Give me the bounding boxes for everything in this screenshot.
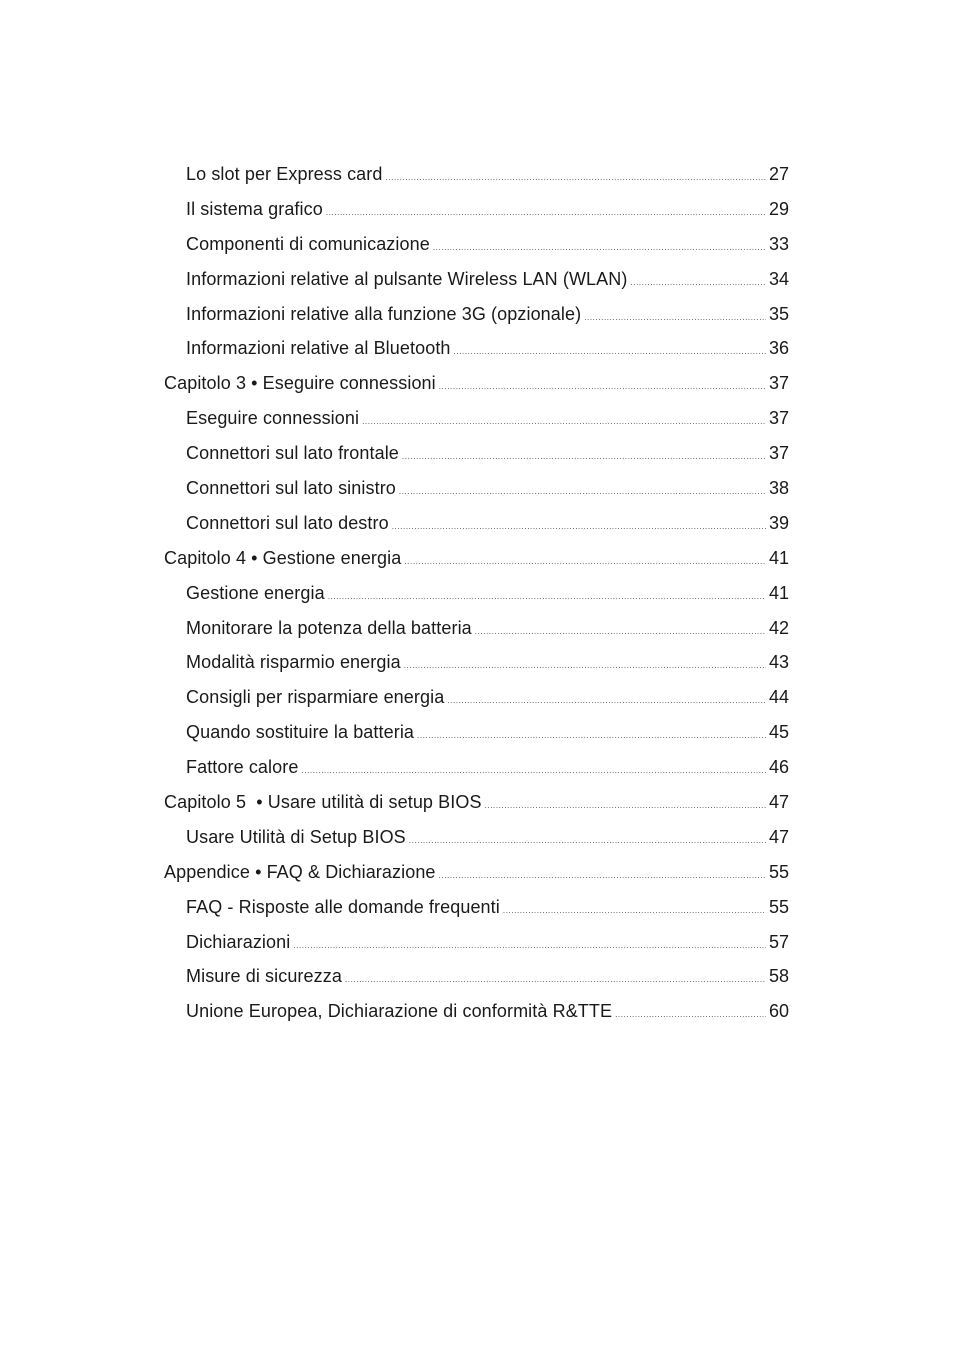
toc-entry-page: 45 — [768, 722, 789, 743]
toc-dot-leader — [362, 405, 766, 440]
toc-entry — [164, 820, 789, 855]
toc-dot-leader — [328, 580, 766, 615]
toc-dot-leader — [503, 894, 766, 929]
table-of-contents — [164, 157, 789, 1029]
toc-entry-page: 55 — [768, 896, 789, 917]
toc-entry — [164, 715, 789, 750]
toc-entry-page: 55 — [768, 861, 789, 882]
toc-entry-title: Connettori sul lato destro — [186, 512, 389, 533]
toc-dot-leader — [475, 615, 766, 650]
toc-entry-title: Connettori sul lato sinistro — [186, 478, 396, 499]
toc-entry-page: 60 — [768, 1001, 789, 1022]
toc-entry-page: 38 — [768, 478, 789, 499]
toc-entry — [164, 262, 789, 297]
toc-entry — [164, 227, 789, 262]
toc-dot-leader — [399, 475, 766, 510]
toc-entry — [164, 506, 789, 541]
toc-entry — [164, 471, 789, 506]
toc-dot-leader — [386, 161, 766, 196]
toc-entry-title: Eseguire connessioni — [186, 408, 360, 429]
toc-entry-title: Unione Europea, Dichiarazione di conformità R&TTE — [186, 1001, 613, 1022]
toc-entry-title: Gestione energia — [186, 582, 325, 603]
toc-dot-leader — [447, 684, 766, 719]
toc-entry-title: Connettori sul lato frontale — [186, 443, 399, 464]
toc-entry-page: 39 — [768, 512, 789, 533]
toc-entry-page: 41 — [768, 547, 789, 568]
toc-dot-leader — [584, 301, 766, 336]
toc-dot-leader — [454, 335, 766, 370]
toc-entry-title: Componenti di comunicazione — [186, 233, 430, 254]
toc-dot-leader — [404, 545, 766, 580]
toc-entry-title: Quando sostituire la batteria — [186, 722, 415, 743]
toc-dot-leader — [630, 266, 766, 301]
toc-entry-title: Usare Utilità di Setup BIOS — [186, 826, 406, 847]
toc-entry — [164, 436, 789, 471]
toc-dot-leader — [615, 998, 766, 1033]
toc-entry-page: 58 — [768, 966, 789, 987]
toc-chapter-entry — [164, 541, 789, 576]
toc-entry — [164, 331, 789, 366]
toc-entry — [164, 192, 789, 227]
toc-entry-title: Monitorare la potenza della batteria — [186, 617, 472, 638]
toc-entry-page: 42 — [768, 617, 789, 638]
toc-entry-title: Capitolo 3 • Eseguire connessioni — [164, 373, 436, 394]
toc-chapter-entry — [164, 855, 789, 890]
toc-entry-page: 44 — [768, 687, 789, 708]
toc-dot-leader — [402, 440, 766, 475]
toc-dot-leader — [439, 859, 766, 894]
toc-entry-page: 37 — [768, 408, 789, 429]
toc-chapter-entry — [164, 366, 789, 401]
toc-entry-page: 34 — [768, 268, 789, 289]
toc-entry — [164, 994, 789, 1029]
toc-entry — [164, 401, 789, 436]
toc-dot-leader — [485, 789, 766, 824]
toc-dot-leader — [433, 231, 766, 266]
toc-entry-page: 37 — [768, 373, 789, 394]
toc-entry — [164, 925, 789, 960]
toc-entry-title: Modalità risparmio energia — [186, 652, 401, 673]
toc-entry-page: 35 — [768, 303, 789, 324]
toc-entry-page: 46 — [768, 757, 789, 778]
toc-entry-page: 27 — [768, 164, 789, 184]
toc-entry-title: Misure di sicurezza — [186, 966, 342, 987]
toc-entry-title: FAQ - Risposte alle domande frequenti — [186, 896, 500, 917]
toc-entry-title: Informazioni relative alla funzione 3G (opzionale) — [186, 303, 582, 324]
toc-entry-title: Dichiarazioni — [186, 931, 291, 952]
toc-entry-title: Capitolo 4 • Gestione energia — [164, 547, 402, 568]
toc-entry — [164, 959, 789, 994]
toc-entry-page: 33 — [768, 233, 789, 254]
toc-entry — [164, 680, 789, 715]
toc-entry-page: 47 — [768, 826, 789, 847]
toc-dot-leader — [293, 929, 766, 964]
toc-entry — [164, 576, 789, 611]
toc-dot-leader — [345, 963, 766, 998]
toc-entry-page: 29 — [768, 198, 789, 219]
toc-entry-title: Informazioni relative al Bluetooth — [186, 338, 451, 359]
toc-entry — [164, 750, 789, 785]
toc-entry-title: Lo slot per Express card — [186, 164, 383, 184]
toc-entry-title: Fattore calore — [186, 757, 299, 778]
toc-entry-page: 41 — [768, 582, 789, 603]
toc-entry-page: 47 — [768, 792, 789, 813]
toc-entry — [164, 297, 789, 332]
toc-entry-title: Consigli per risparmiare energia — [186, 687, 445, 708]
toc-entry-title: Capitolo 5 • Usare utilità di setup BIOS — [164, 792, 482, 813]
toc-entry-title: Appendice • FAQ & Dichiarazione — [164, 861, 436, 882]
toc-dot-leader — [326, 196, 766, 231]
toc-entry — [164, 611, 789, 646]
toc-entry-page: 43 — [768, 652, 789, 673]
toc-entry — [164, 157, 789, 192]
toc-entry-title: Informazioni relative al pulsante Wireless LAN (WLAN) — [186, 268, 628, 289]
toc-entry — [164, 890, 789, 925]
toc-entry — [164, 645, 789, 680]
toc-dot-leader — [392, 510, 766, 545]
toc-entry-title: Il sistema grafico — [186, 198, 323, 219]
toc-dot-leader — [409, 824, 766, 859]
toc-dot-leader — [301, 754, 766, 789]
toc-dot-leader — [417, 719, 766, 754]
toc-dot-leader — [404, 649, 766, 684]
toc-chapter-entry — [164, 785, 789, 820]
toc-entry-page: 36 — [768, 338, 789, 359]
toc-entry-page: 57 — [768, 931, 789, 952]
toc-dot-leader — [439, 370, 766, 405]
toc-entry-page: 37 — [768, 443, 789, 464]
